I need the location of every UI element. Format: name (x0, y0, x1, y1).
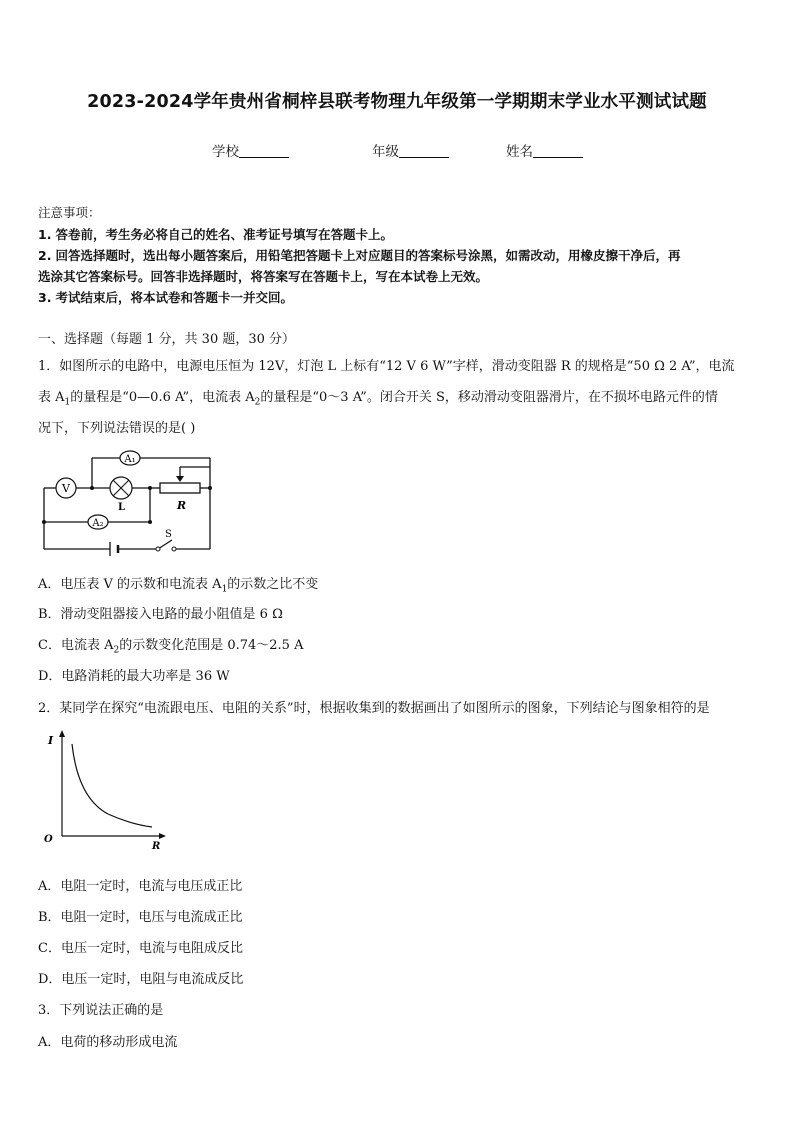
q1-option-b[interactable]: B．滑动变阻器接入电路的最小阻值是 6 Ω (38, 607, 283, 622)
q3-option-a[interactable]: A．电荷的移动形成电流 (38, 1035, 178, 1050)
q1-option-a[interactable]: A．电压表 V 的示数和电流表 $A_1$的示数之比不变 (38, 577, 319, 595)
grade-label: 年级 (372, 144, 399, 160)
graph-y-label: I (48, 734, 54, 747)
inverse-curve (72, 744, 152, 827)
ammeter-a2-label: A₂ (92, 518, 104, 529)
q1-line-2: 表 $A_1$的量程是“0—0.6 A”，电流表 $A_2$的量程是“0～3 A”。闭合开关 S，移动滑动变阻器滑片，在不损坏电路元件的情 (38, 390, 718, 408)
circuit-diagram (40, 445, 220, 557)
voltmeter-label: V (62, 482, 70, 495)
q1-line-3: 况下，下列说法错误的是( ) (38, 421, 196, 436)
q2-option-a[interactable]: A．电阻一定时，电流与电压成正比 (38, 879, 243, 894)
notice-item-3: 3. 考试结束后，将本试卷和答题卡一并交回。 (38, 290, 293, 305)
lamp-label: L (118, 502, 126, 513)
q1-option-d[interactable]: D．电路消耗的最大功率是 36 W (38, 669, 230, 684)
q2-option-b[interactable]: B．电阻一定时，电压与电流成正比 (38, 910, 243, 925)
q2-stem: 2．某同学在探究“电流跟电压、电阻的关系”时，根据收集到的数据画出了如图所示的图象，下列结论与图象相符的是 (38, 701, 710, 716)
q2-option-c[interactable]: C．电压一定时，电流与电阻成反比 (38, 941, 243, 956)
page-title: 2023-2024学年贵州省桐梓县联考物理九年级第一学期期末学业水平测试试题 (87, 92, 707, 112)
grade-field[interactable] (372, 140, 449, 160)
rheostat-label: R (177, 499, 187, 512)
section-heading: 一、选择题（每题 1 分，共 30 题，30 分） (38, 332, 296, 347)
school-label: 学校 (212, 144, 239, 160)
school-field[interactable] (212, 140, 289, 160)
notice-heading: 注意事项： (38, 205, 101, 220)
name-label: 姓名 (506, 144, 533, 160)
graph-x-label: R (152, 841, 161, 850)
slider-arrow-icon (176, 476, 184, 482)
q1-line-1: 1．如图所示的电路中，电源电压恒为 12V，灯泡 L 上标有“12 V 6 W”字样，滑动变阻器 R 的规格是“50 Ω 2 A”，电流 (38, 359, 735, 374)
notice-item-2: 2. 回答选择题时，选出每小题答案后，用铅笔把答题卡上对应题目的答案标号涂黑，如需改动，用橡皮擦干净后，再 (38, 248, 681, 263)
q2-option-d[interactable]: D．电压一定时，电阻与电流成反比 (38, 972, 244, 987)
notice-item-2-cont: 选涂其它答案标号。回答非选择题时，将答案写在答题卡上，写在本试卷上无效。 (38, 269, 489, 284)
name-field[interactable] (506, 140, 583, 160)
switch-label: S (165, 529, 172, 540)
q2-graph (38, 728, 173, 850)
graph-origin-label: O (44, 834, 53, 845)
q1-option-c[interactable]: C．电流表 $A_2$的示数变化范围是 0.74～2.5 A (38, 638, 304, 656)
notice-item-1: 1. 答卷前，考生务必将自己的姓名、准考证号填写在答题卡上。 (38, 227, 393, 242)
ammeter-a1-label: A₁ (124, 454, 136, 465)
q3-stem: 3．下列说法正确的是 (38, 1003, 164, 1018)
